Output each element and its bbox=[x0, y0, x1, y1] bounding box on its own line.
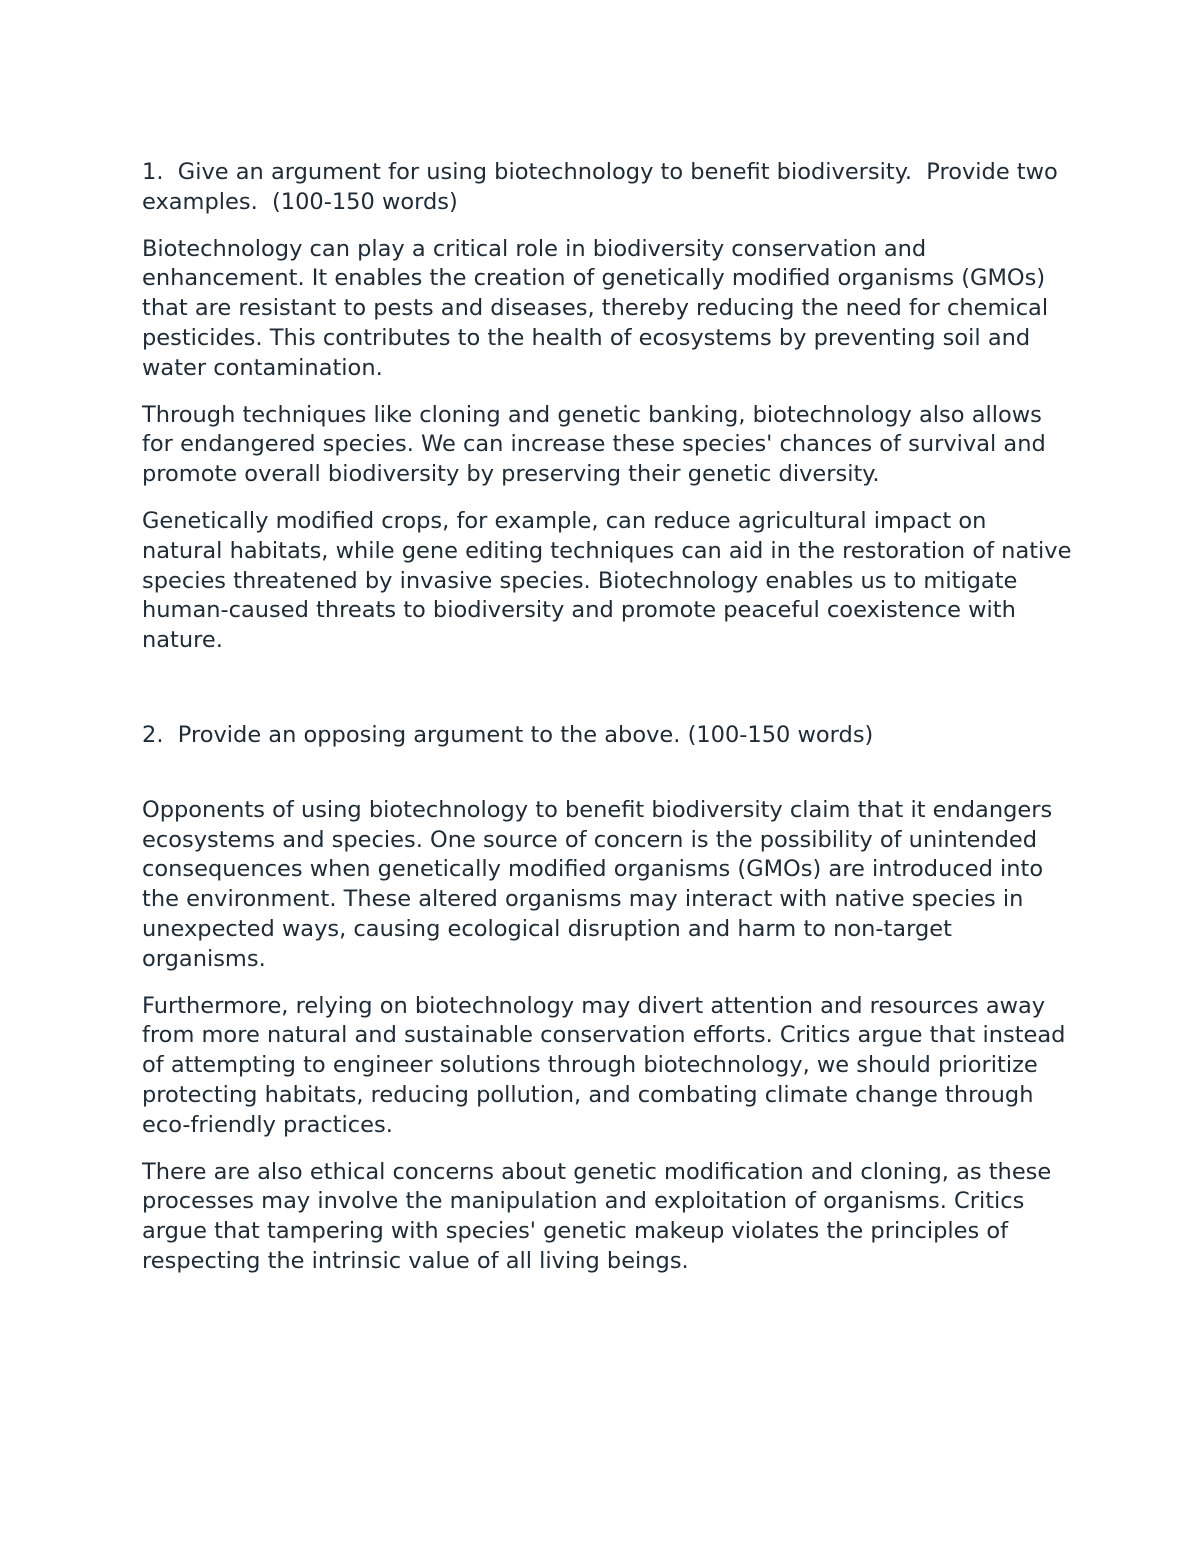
answer-1-paragraph-2: Through techniques like cloning and genetic banking, biotechnology also allows for endangered species. We can increase these species' chances of survival and promote overall biodiversity by preserving their genetic diversity. bbox=[142, 401, 1046, 488]
question-2-answer bbox=[142, 796, 1072, 1277]
question-2-prompt: 2. Provide an opposing argument to the above. (100-150 words) bbox=[142, 721, 874, 748]
question-1-answer bbox=[142, 235, 1072, 656]
answer-2-paragraph-3: There are also ethical concerns about genetic modification and cloning, as these processes may involve the manipulation and exploitation of organisms. Critics argue that tampering with species' genetic makeup violates the principles of respecting the intrinsic value of all living beings. bbox=[142, 1158, 1052, 1274]
answer-1-paragraph-3: Genetically modified crops, for example, can reduce agricultural impact on natural habitats, while gene editing techniques can aid in the restoration of native species threatened by invasive species. Biotechnology enables us to mitigate human-caused threats to biodiversity and promote peaceful coexistence with nature. bbox=[142, 507, 1072, 654]
question-1-prompt: 1. Give an argument for using biotechnology to benefit biodiversity. Provide two examples. (100-150 words) bbox=[142, 159, 1065, 215]
answer-1-paragraph-1: Biotechnology can play a critical role in biodiversity conservation and enhancement. It enables the creation of genetically modified organisms (GMOs) that are resistant to pests and diseases, thereby reducing the need for chemical pesticides. This contributes to the health of ecosystems by preventing soil and water contamination. bbox=[142, 235, 1049, 381]
section-spacer bbox=[142, 656, 1072, 721]
answer-2-paragraph-1: Opponents of using biotechnology to benefit biodiversity claim that it endangers ecosystems and species. One source of concern is the possibility of unintended consequences when genetically modified organisms (GMOs) are introduced into the environment. These altered organisms may interact with native species in unexpected ways, causing ecological disruption and harm to non-target organisms. bbox=[142, 796, 1053, 972]
document-body bbox=[142, 158, 1072, 1277]
answer-2-paragraph-2: Furthermore, relying on biotechnology may divert attention and resources away from more natural and sustainable conservation efforts. Critics argue that instead of attempting to engineer solutions through biotechnology, we should prioritize protecting habitats, reducing pollution, and combating climate change through eco-friendly practices. bbox=[142, 992, 1066, 1138]
